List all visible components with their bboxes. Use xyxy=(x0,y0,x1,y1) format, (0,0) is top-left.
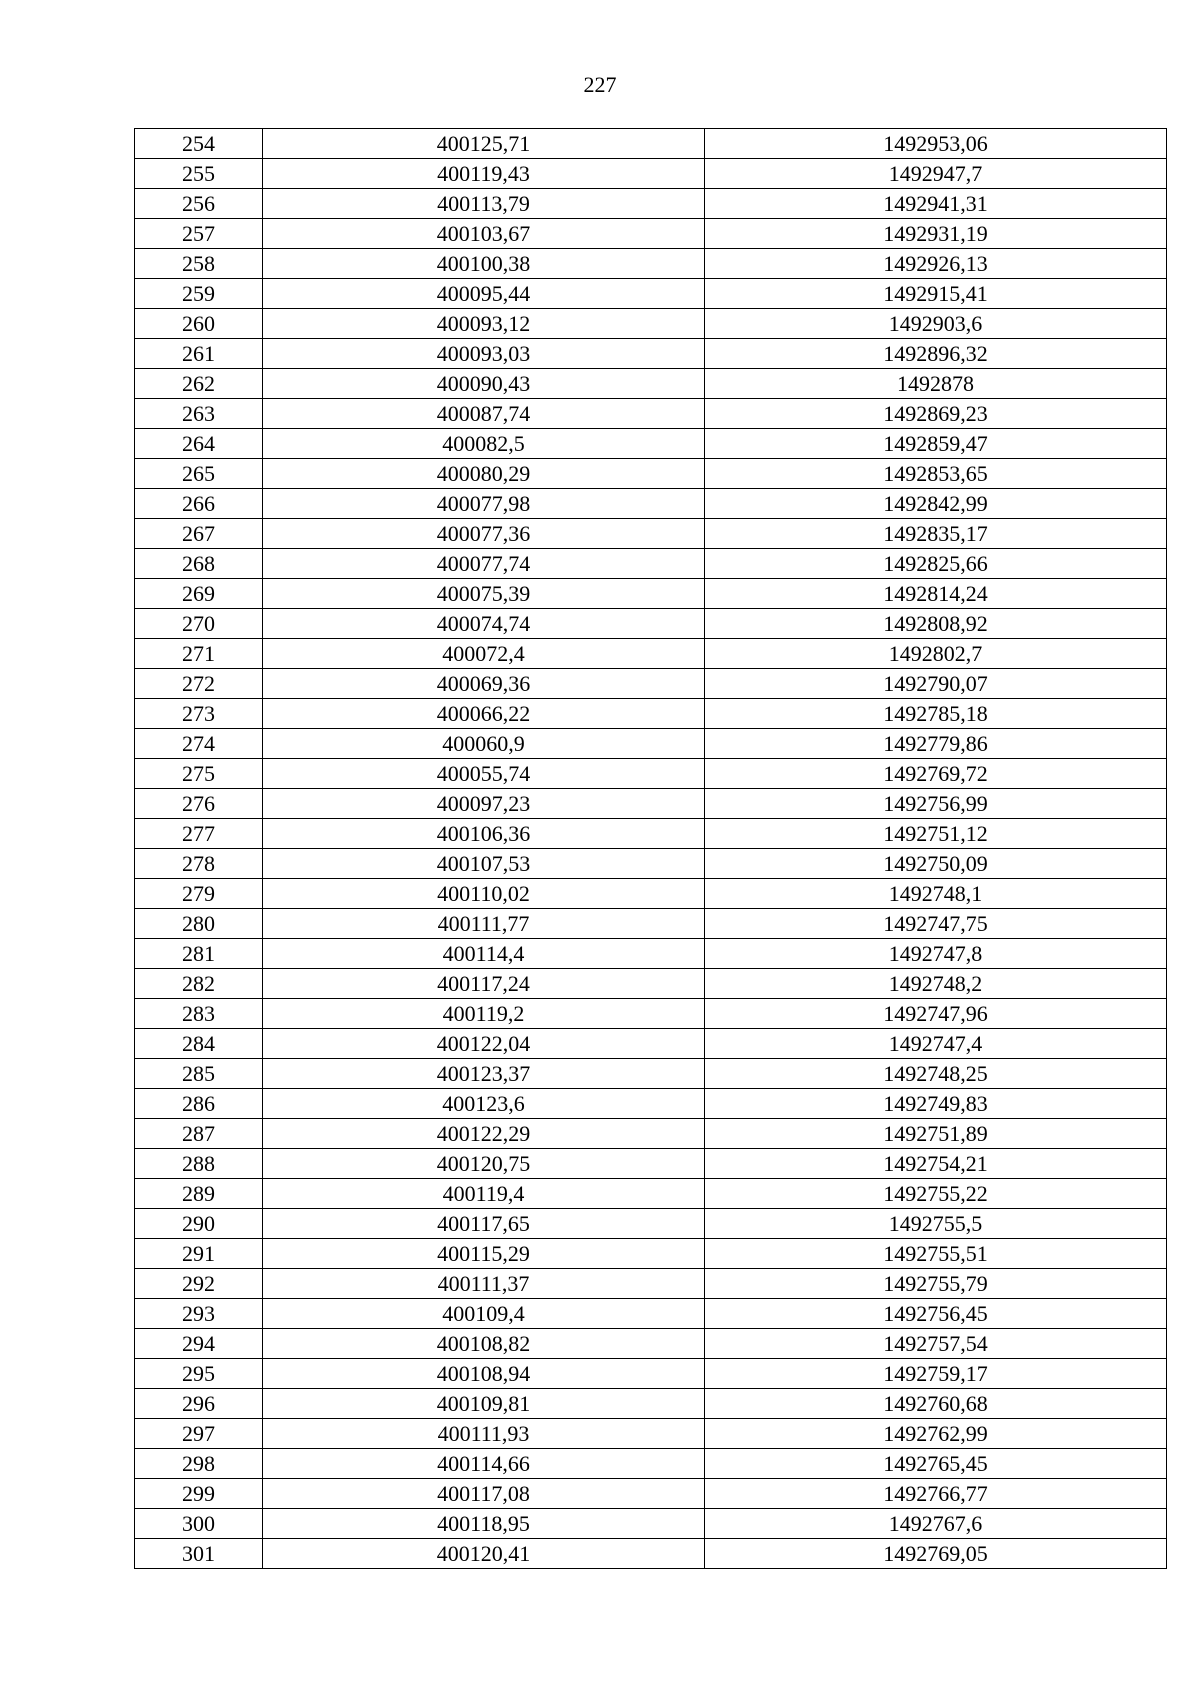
point-number-cell: 299 xyxy=(135,1479,263,1509)
point-number-cell: 280 xyxy=(135,909,263,939)
x-coordinate-cell: 400119,2 xyxy=(263,999,705,1029)
x-coordinate-cell: 400093,12 xyxy=(263,309,705,339)
x-coordinate-cell: 400114,66 xyxy=(263,1449,705,1479)
x-coordinate-cell: 400106,36 xyxy=(263,819,705,849)
y-coordinate-cell: 1492748,1 xyxy=(705,879,1167,909)
point-number-cell: 267 xyxy=(135,519,263,549)
x-coordinate-cell: 400095,44 xyxy=(263,279,705,309)
x-coordinate-cell: 400118,95 xyxy=(263,1509,705,1539)
x-coordinate-cell: 400097,23 xyxy=(263,789,705,819)
y-coordinate-cell: 1492769,05 xyxy=(705,1539,1167,1569)
x-coordinate-cell: 400087,74 xyxy=(263,399,705,429)
x-coordinate-cell: 400122,04 xyxy=(263,1029,705,1059)
y-coordinate-cell: 1492825,66 xyxy=(705,549,1167,579)
table-row xyxy=(135,519,1167,549)
y-coordinate-cell: 1492790,07 xyxy=(705,669,1167,699)
table-row xyxy=(135,1179,1167,1209)
table-row xyxy=(135,1329,1167,1359)
point-number-cell: 268 xyxy=(135,549,263,579)
table-row xyxy=(135,699,1167,729)
point-number-cell: 271 xyxy=(135,639,263,669)
x-coordinate-cell: 400119,4 xyxy=(263,1179,705,1209)
y-coordinate-cell: 1492747,4 xyxy=(705,1029,1167,1059)
x-coordinate-cell: 400111,37 xyxy=(263,1269,705,1299)
point-number-cell: 298 xyxy=(135,1449,263,1479)
coordinates-table xyxy=(134,128,1167,1569)
y-coordinate-cell: 1492759,17 xyxy=(705,1359,1167,1389)
y-coordinate-cell: 1492762,99 xyxy=(705,1419,1167,1449)
point-number-cell: 264 xyxy=(135,429,263,459)
y-coordinate-cell: 1492896,32 xyxy=(705,339,1167,369)
x-coordinate-cell: 400119,43 xyxy=(263,159,705,189)
point-number-cell: 255 xyxy=(135,159,263,189)
point-number-cell: 256 xyxy=(135,189,263,219)
y-coordinate-cell: 1492779,86 xyxy=(705,729,1167,759)
y-coordinate-cell: 1492755,22 xyxy=(705,1179,1167,1209)
y-coordinate-cell: 1492859,47 xyxy=(705,429,1167,459)
table-row xyxy=(135,219,1167,249)
y-coordinate-cell: 1492853,65 xyxy=(705,459,1167,489)
x-coordinate-cell: 400066,22 xyxy=(263,699,705,729)
y-coordinate-cell: 1492802,7 xyxy=(705,639,1167,669)
y-coordinate-cell: 1492767,6 xyxy=(705,1509,1167,1539)
point-number-cell: 292 xyxy=(135,1269,263,1299)
point-number-cell: 295 xyxy=(135,1359,263,1389)
x-coordinate-cell: 400115,29 xyxy=(263,1239,705,1269)
y-coordinate-cell: 1492953,06 xyxy=(705,129,1167,159)
table-row xyxy=(135,1389,1167,1419)
table-row xyxy=(135,1029,1167,1059)
x-coordinate-cell: 400075,39 xyxy=(263,579,705,609)
point-number-cell: 287 xyxy=(135,1119,263,1149)
x-coordinate-cell: 400107,53 xyxy=(263,849,705,879)
x-coordinate-cell: 400077,74 xyxy=(263,549,705,579)
x-coordinate-cell: 400060,9 xyxy=(263,729,705,759)
x-coordinate-cell: 400108,82 xyxy=(263,1329,705,1359)
table-row xyxy=(135,1269,1167,1299)
point-number-cell: 259 xyxy=(135,279,263,309)
x-coordinate-cell: 400108,94 xyxy=(263,1359,705,1389)
table-row xyxy=(135,1119,1167,1149)
point-number-cell: 273 xyxy=(135,699,263,729)
table-row xyxy=(135,1479,1167,1509)
table-row xyxy=(135,399,1167,429)
point-number-cell: 289 xyxy=(135,1179,263,1209)
table-row xyxy=(135,789,1167,819)
point-number-cell: 301 xyxy=(135,1539,263,1569)
x-coordinate-cell: 400103,67 xyxy=(263,219,705,249)
y-coordinate-cell: 1492756,45 xyxy=(705,1299,1167,1329)
page-number: 227 xyxy=(583,72,617,97)
table-row xyxy=(135,129,1167,159)
point-number-cell: 272 xyxy=(135,669,263,699)
y-coordinate-cell: 1492751,89 xyxy=(705,1119,1167,1149)
point-number-cell: 257 xyxy=(135,219,263,249)
y-coordinate-cell: 1492747,75 xyxy=(705,909,1167,939)
point-number-cell: 254 xyxy=(135,129,263,159)
table-row xyxy=(135,249,1167,279)
x-coordinate-cell: 400111,77 xyxy=(263,909,705,939)
y-coordinate-cell: 1492808,92 xyxy=(705,609,1167,639)
point-number-cell: 269 xyxy=(135,579,263,609)
point-number-cell: 300 xyxy=(135,1509,263,1539)
point-number-cell: 293 xyxy=(135,1299,263,1329)
x-coordinate-cell: 400120,75 xyxy=(263,1149,705,1179)
y-coordinate-cell: 1492747,8 xyxy=(705,939,1167,969)
table-row xyxy=(135,639,1167,669)
point-number-cell: 266 xyxy=(135,489,263,519)
table-row xyxy=(135,549,1167,579)
y-coordinate-cell: 1492903,6 xyxy=(705,309,1167,339)
table-row xyxy=(135,189,1167,219)
x-coordinate-cell: 400117,24 xyxy=(263,969,705,999)
y-coordinate-cell: 1492765,45 xyxy=(705,1449,1167,1479)
table-row xyxy=(135,459,1167,489)
x-coordinate-cell: 400117,08 xyxy=(263,1479,705,1509)
point-number-cell: 296 xyxy=(135,1389,263,1419)
x-coordinate-cell: 400055,74 xyxy=(263,759,705,789)
table-row xyxy=(135,969,1167,999)
table-row xyxy=(135,819,1167,849)
y-coordinate-cell: 1492926,13 xyxy=(705,249,1167,279)
y-coordinate-cell: 1492869,23 xyxy=(705,399,1167,429)
table-row xyxy=(135,939,1167,969)
x-coordinate-cell: 400109,4 xyxy=(263,1299,705,1329)
point-number-cell: 297 xyxy=(135,1419,263,1449)
x-coordinate-cell: 400074,74 xyxy=(263,609,705,639)
y-coordinate-cell: 1492748,25 xyxy=(705,1059,1167,1089)
table-row xyxy=(135,999,1167,1029)
table-row xyxy=(135,1359,1167,1389)
table-row xyxy=(135,579,1167,609)
table-row xyxy=(135,1509,1167,1539)
y-coordinate-cell: 1492751,12 xyxy=(705,819,1167,849)
y-coordinate-cell: 1492757,54 xyxy=(705,1329,1167,1359)
table-row xyxy=(135,609,1167,639)
point-number-cell: 281 xyxy=(135,939,263,969)
x-coordinate-cell: 400117,65 xyxy=(263,1209,705,1239)
y-coordinate-cell: 1492760,68 xyxy=(705,1389,1167,1419)
x-coordinate-cell: 400113,79 xyxy=(263,189,705,219)
table-row xyxy=(135,1539,1167,1569)
x-coordinate-cell: 400080,29 xyxy=(263,459,705,489)
point-number-cell: 260 xyxy=(135,309,263,339)
table-row xyxy=(135,1059,1167,1089)
table-row xyxy=(135,369,1167,399)
point-number-cell: 275 xyxy=(135,759,263,789)
y-coordinate-cell: 1492842,99 xyxy=(705,489,1167,519)
table-row xyxy=(135,339,1167,369)
point-number-cell: 290 xyxy=(135,1209,263,1239)
table-row xyxy=(135,1299,1167,1329)
table-row xyxy=(135,849,1167,879)
table-row xyxy=(135,489,1167,519)
y-coordinate-cell: 1492750,09 xyxy=(705,849,1167,879)
point-number-cell: 277 xyxy=(135,819,263,849)
point-number-cell: 294 xyxy=(135,1329,263,1359)
y-coordinate-cell: 1492747,96 xyxy=(705,999,1167,1029)
table-row xyxy=(135,1089,1167,1119)
point-number-cell: 282 xyxy=(135,969,263,999)
x-coordinate-cell: 400110,02 xyxy=(263,879,705,909)
table-row xyxy=(135,1239,1167,1269)
y-coordinate-cell: 1492835,17 xyxy=(705,519,1167,549)
y-coordinate-cell: 1492756,99 xyxy=(705,789,1167,819)
y-coordinate-cell: 1492769,72 xyxy=(705,759,1167,789)
point-number-cell: 265 xyxy=(135,459,263,489)
x-coordinate-cell: 400093,03 xyxy=(263,339,705,369)
table-row xyxy=(135,1149,1167,1179)
y-coordinate-cell: 1492749,83 xyxy=(705,1089,1167,1119)
table-row xyxy=(135,1209,1167,1239)
x-coordinate-cell: 400123,37 xyxy=(263,1059,705,1089)
y-coordinate-cell: 1492754,21 xyxy=(705,1149,1167,1179)
y-coordinate-cell: 1492748,2 xyxy=(705,969,1167,999)
x-coordinate-cell: 400114,4 xyxy=(263,939,705,969)
y-coordinate-cell: 1492878 xyxy=(705,369,1167,399)
table-row xyxy=(135,279,1167,309)
y-coordinate-cell: 1492814,24 xyxy=(705,579,1167,609)
point-number-cell: 278 xyxy=(135,849,263,879)
x-coordinate-cell: 400125,71 xyxy=(263,129,705,159)
table-row xyxy=(135,909,1167,939)
table-row xyxy=(135,1419,1167,1449)
y-coordinate-cell: 1492755,79 xyxy=(705,1269,1167,1299)
table-row xyxy=(135,669,1167,699)
point-number-cell: 263 xyxy=(135,399,263,429)
x-coordinate-cell: 400111,93 xyxy=(263,1419,705,1449)
table-row xyxy=(135,759,1167,789)
point-number-cell: 261 xyxy=(135,339,263,369)
x-coordinate-cell: 400122,29 xyxy=(263,1119,705,1149)
x-coordinate-cell: 400120,41 xyxy=(263,1539,705,1569)
table-row xyxy=(135,429,1167,459)
table-row xyxy=(135,159,1167,189)
x-coordinate-cell: 400090,43 xyxy=(263,369,705,399)
y-coordinate-cell: 1492755,5 xyxy=(705,1209,1167,1239)
point-number-cell: 284 xyxy=(135,1029,263,1059)
y-coordinate-cell: 1492785,18 xyxy=(705,699,1167,729)
point-number-cell: 286 xyxy=(135,1089,263,1119)
x-coordinate-cell: 400077,98 xyxy=(263,489,705,519)
y-coordinate-cell: 1492931,19 xyxy=(705,219,1167,249)
y-coordinate-cell: 1492941,31 xyxy=(705,189,1167,219)
point-number-cell: 283 xyxy=(135,999,263,1029)
x-coordinate-cell: 400077,36 xyxy=(263,519,705,549)
x-coordinate-cell: 400109,81 xyxy=(263,1389,705,1419)
table-row xyxy=(135,879,1167,909)
y-coordinate-cell: 1492755,51 xyxy=(705,1239,1167,1269)
x-coordinate-cell: 400069,36 xyxy=(263,669,705,699)
point-number-cell: 285 xyxy=(135,1059,263,1089)
x-coordinate-cell: 400100,38 xyxy=(263,249,705,279)
point-number-cell: 288 xyxy=(135,1149,263,1179)
table-row xyxy=(135,729,1167,759)
x-coordinate-cell: 400123,6 xyxy=(263,1089,705,1119)
point-number-cell: 279 xyxy=(135,879,263,909)
coordinates-table-body xyxy=(135,129,1167,1569)
point-number-cell: 291 xyxy=(135,1239,263,1269)
y-coordinate-cell: 1492766,77 xyxy=(705,1479,1167,1509)
point-number-cell: 274 xyxy=(135,729,263,759)
point-number-cell: 262 xyxy=(135,369,263,399)
y-coordinate-cell: 1492915,41 xyxy=(705,279,1167,309)
point-number-cell: 276 xyxy=(135,789,263,819)
point-number-cell: 270 xyxy=(135,609,263,639)
point-number-cell: 258 xyxy=(135,249,263,279)
x-coordinate-cell: 400072,4 xyxy=(263,639,705,669)
table-row xyxy=(135,1449,1167,1479)
y-coordinate-cell: 1492947,7 xyxy=(705,159,1167,189)
x-coordinate-cell: 400082,5 xyxy=(263,429,705,459)
table-row xyxy=(135,309,1167,339)
